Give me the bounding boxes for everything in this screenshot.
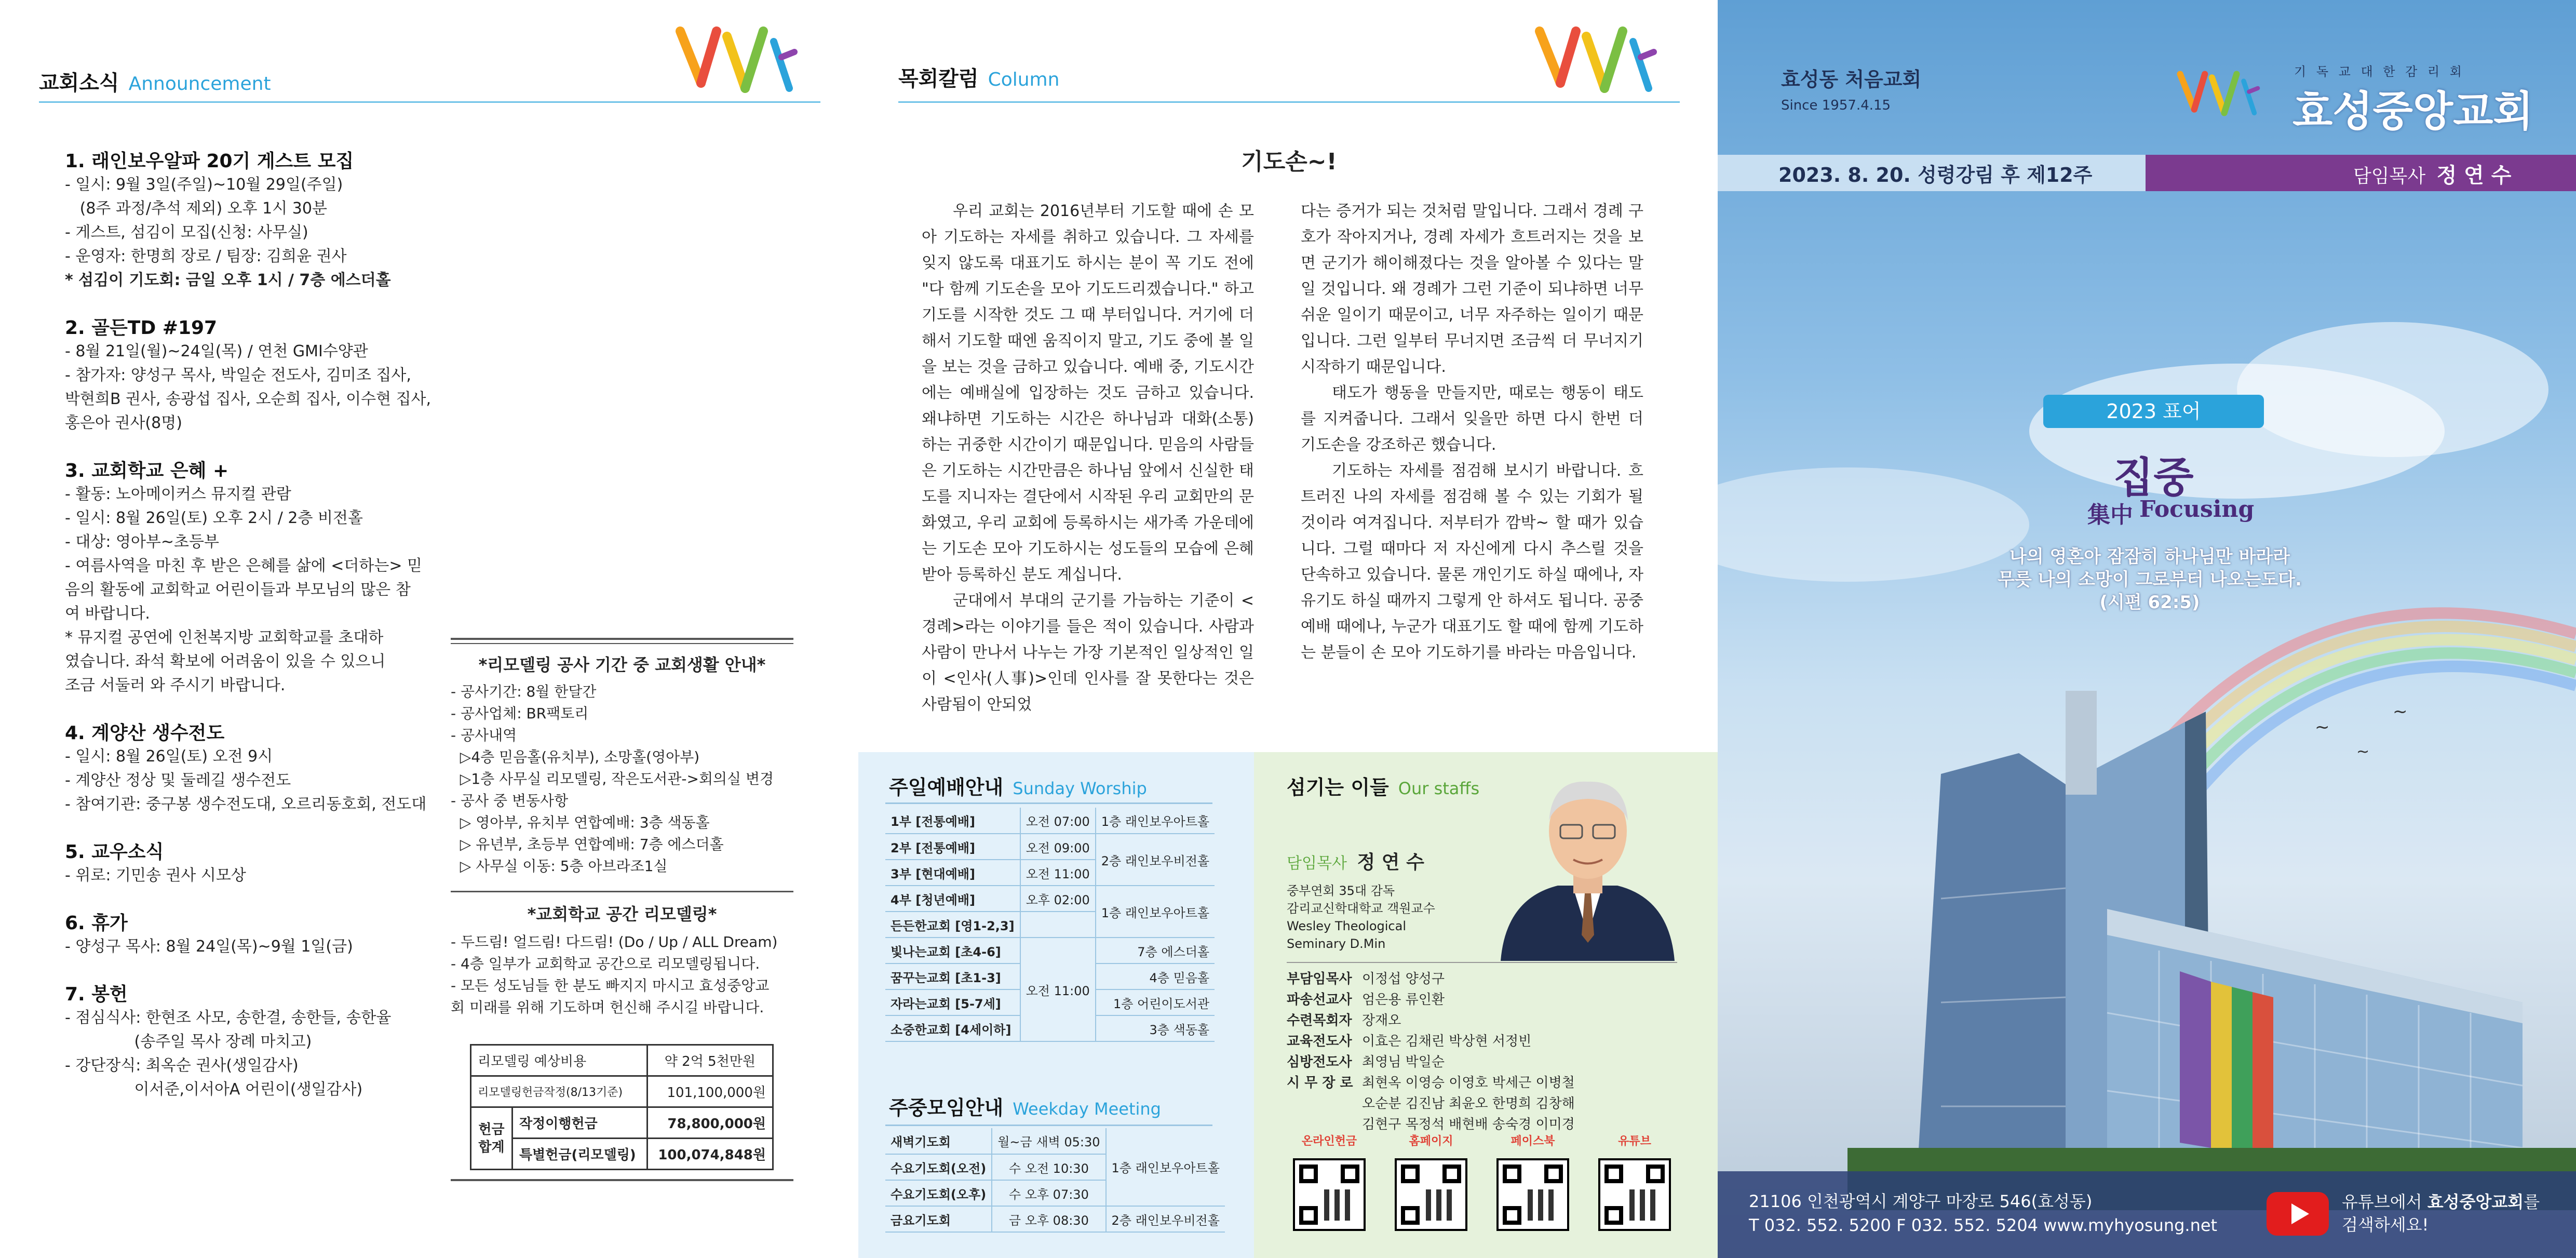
notice-line: - 모든 성도님들 한 분도 빠지지 마시고 효성중앙교 [451, 977, 770, 994]
budget-table [470, 1044, 774, 1170]
section-line: - 양성구 목사: 8월 24일(목)~9월 1일(금) [65, 938, 353, 956]
meeting-time: 수 오후 07:30 [992, 1180, 1105, 1206]
staff-row [1287, 969, 1575, 989]
motto-verse [1989, 545, 2311, 614]
notice-line: - 4층 일부가 교회학교 공간으로 리모델링됩니다. [451, 955, 760, 972]
budget-row [471, 1107, 773, 1139]
worship-place: 4층 믿음홀 [1096, 963, 1215, 989]
bulletin-date: 2023. 8. 20. 성령강림 후 제12주 [1778, 164, 2093, 186]
section-line: - 위로: 기민송 권사 시모상 [65, 866, 246, 885]
section-line: 홍은아 권사(8명) [65, 414, 182, 432]
announcement-section-2 [65, 313, 439, 435]
column-paragraph: 기도하는 자세를 점검해 보시기 바랍니다. 흐트러진 나의 자세를 점검해 볼 수 있는 기회가 될 것이라 여겨집니다. 저부터가 깜박~ 할 때가 있습니다. 그럴 때마다 저 자신에게 다시 추스릴 것을 단속하고 있습니다. 물론 개인기도 하실 때에나, 자유기도 하실 때까지 그렇게 안 하셔도 됩니다. 공중예배 때에나, 누군가 대표기도 할 때에 함께 기도하는 분들이 손 모아 기도하기를 바라는 마음입니다. [1301, 462, 1643, 662]
worship-place: 1층 래인보우아트홀 [1096, 808, 1215, 834]
budget-row [471, 1139, 773, 1170]
weekday-title-en: Weekday Meeting [1013, 1099, 1161, 1119]
budget-value: 101,100,000원 [647, 1076, 773, 1107]
staff-row [1287, 1031, 1575, 1052]
youtube-cta [2342, 1190, 2540, 1236]
denomination: 기 독 교 대 한 감 리 회 [2294, 64, 2465, 79]
column-right [1301, 198, 1643, 666]
section-line: - 여름사역을 마친 후 받은 은혜를 삶에 <더하는> 믿 [65, 557, 423, 575]
verse-line: 나의 영혼아 잠잠히 하나님만 바라라 [2009, 546, 2290, 567]
cover-pastor [2353, 159, 2511, 189]
section-line: - 활동: 노아메이커스 뮤지컬 관람 [65, 485, 291, 503]
weekday-table [885, 1128, 1225, 1233]
column-left [922, 198, 1254, 718]
notice-line: ▷ 영아부, 유치부 연합예배: 3층 색동홀 [451, 814, 710, 831]
notice-line: ▷1층 사무실 리모델링, 작은도서관->회의실 변경 [451, 770, 774, 787]
meeting-place: 2층 래인보우비전홀 [1106, 1206, 1225, 1232]
column-header [898, 62, 1059, 92]
notice-line: - 공사 중 변동사항 [451, 792, 569, 809]
table-row [885, 1128, 1225, 1154]
bird-icon: ~ [2315, 717, 2330, 738]
section-title: 3. 교회학교 은혜 + [65, 460, 229, 481]
staff-row [1287, 989, 1575, 1010]
play-icon [2291, 1203, 2309, 1224]
motto-ko: 집중 [2113, 453, 2194, 502]
pastor-bio-line: Wesley Theological [1287, 919, 1407, 933]
budget-value: 78,800,000원 [647, 1107, 773, 1139]
sunday-title-en: Sunday Worship [1013, 779, 1147, 798]
pastor-role: 담임목사 [1287, 854, 1347, 873]
column-paragraph: 우리 교회는 2016년부터 기도할 때에 손 모아 기도하는 자세를 취하고 있습니다. 그 자세를 잊지 않도록 대표기도 하시는 분이 꼭 기도 전에 "다 함께 기도손을 모아 기도드리겠습니다." 하고 기도를 시작한 것도 그 때 부터입니다. 거기에 더해서 기도할 때엔 움직이지 말고, 기도 중에 볼 일을 보는 것을 금하고 있습니다. 예배 중, 기도시간에는 예배실에 입장하는 것도 금하고 있습니다. 왜냐하면 기도하는 시간은 하나님과 대화(소통)하는 귀중한 시간이기 때문입니다. 믿음의 사람들은 기도하는 시간만큼은 하나님 앞에서 신실한 태도를 지니자는 결단에서 시작된 우리 교회만의 문화였고, 우리 교회에 등록하시는 새가족 가운데에는 기도손 모아 기도하시는 성도들의 모습에 은혜 받아 등록하신 분도 계십니다. [922, 202, 1254, 584]
column-title: 목회칼럼 [898, 67, 979, 91]
budget-row [471, 1076, 773, 1107]
motto-en: Focusing [2139, 496, 2255, 523]
sunday-table [885, 808, 1215, 1042]
table-row [885, 886, 1215, 912]
budget-total-label-2: 합계 [478, 1139, 505, 1155]
budget-row [471, 1045, 773, 1076]
section-title: 5. 교우소식 [65, 841, 164, 863]
sunday-title: 주일예배안내 [889, 776, 1004, 799]
bird-icon: ~ [2356, 743, 2370, 761]
section-line: 이서준,이서아A 어린이(생일감사) [65, 1080, 363, 1099]
motto-hanja: 集中 [2087, 502, 2133, 528]
section-line: - 일시: 8월 26일(토) 오전 9시 [65, 747, 273, 766]
section-line: - 계양산 정상 및 둘레길 생수전도 [65, 771, 291, 789]
staff-names: 장재오 [1362, 1013, 1401, 1028]
column-paragraph: 다는 증거가 되는 것처럼 말입니다. 그래서 경례 구호가 작아지거나, 경례 자세가 흐트러지는 것을 보면 군기가 해이해졌다는 것을 알아볼 수 있다는 말일 것입니다. 왜 경례가 그런 기준이 되냐하면 너무 쉬운 일이기 때문이고, 너무 자주하는 일이기 때문입니다. 그런 일부터 무너지면 조금씩 더 무너지기 시작하기 때문입니다. [1301, 202, 1643, 376]
worship-name: 소중한교회 [4세이하] [885, 1015, 1020, 1041]
announcement-section-1 [65, 146, 439, 292]
weekday-rule [885, 1125, 1212, 1126]
staff-row [1287, 1010, 1575, 1031]
youtube-text-bold: 효성중앙교회 [2427, 1192, 2524, 1212]
church-logo-icon [670, 21, 800, 99]
section-line: (8주 과정/추석 제외) 오후 1시 30분 [65, 199, 327, 218]
worship-name: 4부 [청년예배] [885, 886, 1020, 912]
staff-role: 심방전도사 [1287, 1054, 1352, 1070]
pastor-bio [1287, 882, 1435, 953]
section-line: - 8월 21일(월)~24일(목) / 연천 GMI수양관 [65, 342, 368, 360]
staff-names: 최현옥 이영승 이영호 박세근 이병철 [1362, 1075, 1575, 1091]
weekday-title: 주중모임안내 [889, 1096, 1004, 1119]
church-contact: T 032. 552. 5200 F 032. 552. 5204 www.myhyosung.net [1749, 1215, 2218, 1235]
staff-row [1287, 1052, 1575, 1073]
notice-line: ▷ 유년부, 초등부 연합예배: 7층 에스더홀 [451, 836, 724, 853]
table-row [885, 938, 1215, 963]
announcement-section-5 [65, 837, 439, 888]
cover-pastor-label: 담임목사 [2353, 166, 2426, 187]
staff-row [1287, 1093, 1575, 1114]
table-row [885, 834, 1215, 860]
meeting-name: 새벽기도회 [885, 1128, 992, 1154]
worship-name: 빛나는교회 [초4-6] [885, 938, 1020, 963]
section-title: 7. 봉헌 [65, 984, 128, 1005]
section-line: - 점심식사: 한현조 사모, 송한결, 송한들, 송한율 [65, 1009, 392, 1027]
section-line: 여 바랍니다. [65, 605, 150, 623]
worship-time: 오전 07:00 [1020, 808, 1096, 834]
section-title: 6. 휴가 [65, 913, 128, 934]
notice-rule-top [451, 638, 793, 640]
qr-label-youtube: 유튜브 [1618, 1135, 1651, 1148]
meeting-time: 수 오전 10:30 [992, 1154, 1105, 1180]
motto-badge: 2023 표어 [2043, 395, 2264, 428]
section-line: * 뮤지컬 공연에 인천복지방 교회학교를 초대하 [65, 628, 384, 647]
budget-label: 리모델링 예상비용 [471, 1045, 648, 1076]
section-line: 조금 서둘러 와 주시기 바랍니다. [65, 676, 286, 694]
notice-line: - 공사업체: BR팩토리 [451, 705, 589, 722]
section-line: 였습니다. 좌석 확보에 어려움이 있을 수 있으니 [65, 652, 386, 671]
worship-time: 오전 09:00 [1020, 834, 1096, 860]
section-line: - 일시: 9월 3일(주일)~10월 29일(주일) [65, 176, 343, 194]
church-name: 효성중앙교회 [2292, 87, 2533, 136]
pastor-line [1287, 848, 1424, 874]
staff-header [1287, 771, 1479, 800]
budget-total-label-1: 헌금 [478, 1121, 505, 1137]
meeting-name: 수요기도회(오후) [885, 1180, 992, 1206]
qr-youtube-icon[interactable] [1598, 1158, 1671, 1231]
staff-list [1287, 969, 1575, 1135]
meeting-time: 월~금 새벽 05:30 [992, 1128, 1105, 1154]
table-row [885, 1206, 1225, 1232]
staff-role: 시 무 장 로 [1287, 1075, 1353, 1091]
youtube-text-2: 를 [2524, 1192, 2540, 1212]
budget-label: 리모델링헌금작정(8/13기준) [471, 1076, 648, 1107]
column-heading: 기도손~! [1241, 149, 1337, 175]
worship-name: 든든한교회 [영1-2,3] [885, 912, 1020, 938]
announcement-section-7 [65, 980, 439, 1102]
staff-role: 파송선교사 [1287, 992, 1352, 1008]
notice-subtitle: *교회학교 공간 리모델링* [527, 904, 717, 924]
meeting-place: 1층 래인보우아트홀 [1106, 1128, 1225, 1206]
staff-rule [1287, 962, 1677, 963]
notice-line: - 공사기간: 8월 한달간 [451, 683, 597, 700]
section-line: - 게스트, 섬김이 모집(신청: 사무실) [65, 223, 308, 242]
budget-label: 특별헌금(리모델링) [512, 1139, 648, 1170]
budget-label: 작정이행헌금 [512, 1107, 648, 1139]
worship-place: 1층 어린이도서관 [1096, 989, 1215, 1015]
staff-names: 이효은 김채린 박상현 서정빈 [1362, 1034, 1532, 1049]
cover-pastor-name: 정 연 수 [2436, 164, 2512, 188]
notice-line: ▷4층 믿음홀(유치부), 소망홀(영아부) [451, 748, 700, 766]
announcement-section-3 [65, 456, 439, 698]
staff-role: 교육전도사 [1287, 1034, 1352, 1049]
announcement-header [39, 66, 271, 96]
announcement-rule [39, 101, 820, 103]
qr-offering-icon[interactable] [1293, 1158, 1366, 1231]
section-line: (송주일 목사 장례 마치고) [65, 1033, 312, 1051]
section-line: - 참여기관: 중구봉 생수전도대, 오르리동호회, 전도대 [65, 795, 427, 813]
qr-facebook-icon[interactable] [1496, 1158, 1569, 1231]
notice-rule-bottom [451, 1179, 793, 1181]
section-line: 음의 활동에 교회학교 어린이들과 부모님의 많은 참 [65, 581, 411, 599]
budget-total-label [471, 1107, 512, 1170]
staff-role: 수련목회자 [1287, 1013, 1352, 1028]
qr-label-offering: 온라인헌금 [1301, 1135, 1357, 1148]
pastor-bio-line: 감리교신학대학교 객원교수 [1287, 901, 1435, 916]
section-line: - 일시: 8월 26일(토) 오후 2시 / 2층 비전홀 [65, 509, 363, 527]
announcement-section-4 [65, 718, 439, 817]
worship-time [1020, 912, 1096, 938]
worship-name: 꿈꾸는교회 [초1-3] [885, 963, 1020, 989]
section-line: - 참가자: 양성구 목사, 박일순 전도사, 김미조 집사, [65, 366, 411, 384]
budget-value: 약 2억 5천만원 [647, 1045, 773, 1076]
staff-title-en: Our staffs [1398, 779, 1480, 798]
pastor-bio-line: 중부연회 35대 감독 [1287, 884, 1395, 898]
qr-label-facebook: 페이스북 [1510, 1135, 1555, 1148]
worship-time: 오전 11:00 [1020, 860, 1096, 886]
staff-row [1287, 1114, 1575, 1135]
staff-title: 섬기는 이들 [1287, 776, 1389, 799]
worship-time: 오전 11:00 [1020, 938, 1096, 1041]
section-title: 1. 래인보우알파 20기 게스트 모집 [65, 151, 354, 172]
worship-place: 7층 에스더홀 [1096, 938, 1215, 963]
staff-names: 엄은용 류인환 [1362, 992, 1445, 1008]
church-since: Since 1957.4.15 [1781, 98, 1891, 113]
notice-line: - 공사내역 [451, 727, 517, 744]
church-address: 21106 인천광역시 계양구 마장로 546(효성동) [1749, 1192, 2093, 1211]
section-line: - 운영자: 한명희 장로 / 팀장: 김희윤 권사 [65, 247, 347, 265]
verse-line: (시편 62:5) [2099, 592, 2200, 613]
worship-name: 자라는교회 [5-7세] [885, 989, 1020, 1015]
sunday-rule [885, 802, 1212, 804]
youtube-text-3: 검색하세요! [2342, 1215, 2429, 1235]
staff-names: 김현구 목정석 배현배 송숙경 이미경 [1362, 1117, 1575, 1132]
church-logo-icon [1529, 21, 1659, 99]
announcement-title-en: Announcement [128, 73, 271, 95]
table-row [885, 808, 1215, 834]
worship-name: 3부 [현대예배] [885, 860, 1020, 886]
column-title-en: Column [988, 69, 1060, 90]
section-title: 2. 골든TD #197 [65, 317, 218, 339]
notice-line: 회 미래를 위해 기도하며 헌신해 주시길 바랍니다. [451, 999, 764, 1016]
announcement-list [65, 125, 439, 1102]
staff-names: 최영님 박일순 [1362, 1054, 1445, 1070]
notice-rule-mid [451, 891, 793, 892]
worship-place: 2층 래인보우비전홀 [1096, 834, 1215, 886]
school-remodel [451, 901, 793, 1019]
remodel-notice [451, 652, 793, 877]
column-paragraph: 태도가 행동을 만들지만, 때로는 행동이 태도를 지켜줍니다. 그래서 잊을만 하면 다시 한번 더 기도손을 강조하곤 했습니다. [1301, 384, 1643, 454]
church-logo-icon [2173, 55, 2261, 132]
worship-place: 3층 색동홀 [1096, 1015, 1215, 1041]
qr-homepage-icon[interactable] [1395, 1158, 1467, 1231]
bird-icon: ~ [2393, 701, 2408, 722]
staff-row [1287, 1073, 1575, 1093]
section-line-bold: * 섬김이 기도회: 금일 오후 1시 / 7층 에스더홀 [65, 271, 391, 289]
section-title: 4. 계양산 생수전도 [65, 722, 225, 744]
worship-time: 오후 02:00 [1020, 886, 1096, 912]
notice-title: *리모델링 공사 기간 중 교회생활 안내* [478, 655, 766, 675]
section-line: 박현희B 권사, 송광섭 집사, 오순희 집사, 이수현 집사, [65, 390, 431, 408]
worship-name: 1부 [전통예배] [885, 808, 1020, 834]
staff-role: 부담임목사 [1287, 971, 1352, 987]
meeting-name: 수요기도회(오전) [885, 1154, 992, 1180]
weekday-header [889, 1092, 1161, 1120]
meeting-time: 금 오후 08:30 [992, 1206, 1105, 1232]
announcement-section-6 [65, 908, 439, 959]
qr-label-homepage: 홈페이지 [1409, 1135, 1453, 1148]
worship-place: 1층 래인보우아트홀 [1096, 886, 1215, 938]
verse-line: 무릇 나의 소망이 그로부터 나오는도다. [1998, 569, 2302, 590]
church-subtitle: 효성동 처음교회 [1781, 68, 1922, 91]
youtube-icon[interactable] [2267, 1192, 2329, 1236]
column-rule [898, 101, 1680, 103]
section-line: - 강단장식: 최옥순 권사(생일감사) [65, 1056, 299, 1075]
pastor-photo [1495, 764, 1680, 961]
announcement-title: 교회소식 [39, 71, 119, 95]
youtube-text-1: 유튜브에서 [2342, 1192, 2422, 1212]
notice-line: - 두드림! 얼드림! 다드림! (Do / Up / ALL Dream) [451, 933, 778, 951]
staff-names: 이정섭 양성구 [1362, 971, 1445, 987]
column-paragraph: 군대에서 부대의 군기를 가늠하는 기준이 <경례>라는 이야기를 들은 적이 있습니다. 사람과 사람이 만나서 나누는 가장 기본적인 일상적인 일이 <인사(人事)>인데 인사를 잘 못한다는 것은 사람됨이 안되었 [922, 592, 1254, 714]
notice-line: ▷ 사무실 이동: 5층 아브라조1실 [451, 858, 668, 875]
worship-name: 2부 [전통예배] [885, 834, 1020, 860]
meeting-name: 금요기도회 [885, 1206, 992, 1232]
section-line: - 대상: 영아부~초등부 [65, 533, 219, 551]
notice-rule-top-thin [451, 643, 793, 644]
pastor-bio-line: Seminary D.Min [1287, 936, 1386, 951]
sunday-header [889, 771, 1147, 800]
budget-value: 100,074,848원 [647, 1139, 773, 1170]
staff-names: 오순분 김진남 최윤오 한명희 김창해 [1362, 1096, 1575, 1112]
church-building-image [1847, 691, 2576, 1210]
pastor-name: 정 연 수 [1357, 852, 1424, 873]
